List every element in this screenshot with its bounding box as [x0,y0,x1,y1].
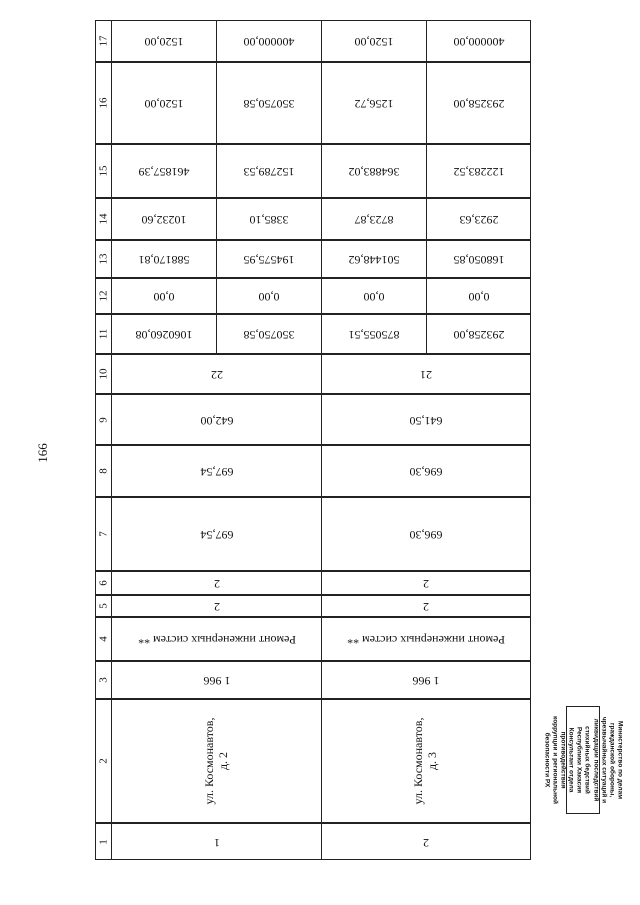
row-1-c9 [111,394,322,445]
row-1-c15-b [216,144,322,198]
row-2-c12-b [426,278,531,314]
row-2-c14-a-text: 8723,87 [354,212,394,227]
row-1-c9-text: 642,00 [200,413,233,428]
row-1-c11-a [111,314,217,354]
row-1-build-year [111,661,322,699]
row-1-c12-b-text: 0,00 [258,289,280,304]
row-1-address [111,699,322,823]
column-header-13 [95,240,112,278]
column-header-10 [95,354,112,394]
row-1-c16-b-text: 350750,58 [243,96,295,111]
row-2-c7-text: 696,30 [409,527,443,542]
column-header-10-text: 10 [97,368,110,380]
row-1-c5-text: 2 [213,599,220,614]
row-1-c8 [111,445,322,497]
row-1-c11-b-text: 350750,58 [243,327,295,342]
row-1-c17-a [111,20,217,62]
row-1-c8-text: 697,54 [200,464,233,479]
row-2-c12-a-text: 0,00 [363,289,385,304]
row-1-c14-b [216,198,322,240]
column-header-13-text: 13 [97,253,110,265]
row-1-c14-a-text: 10232,60 [141,212,187,227]
row-2-c13-b-text: 168050,85 [453,252,504,267]
column-header-6-text: 6 [97,580,110,586]
row-2-c14-a [321,198,427,240]
row-2-c17-a-text: 1520,00 [354,34,394,49]
column-header-3-text: 3 [97,677,110,683]
row-2-c15-b-text: 122283,52 [453,164,504,179]
column-header-8-text: 8 [97,468,110,474]
column-header-6 [95,571,112,595]
row-2-c17-a [321,20,427,62]
column-header-5-text: 5 [97,603,110,609]
row-2-c10-text: 21 [420,367,432,382]
row-2-c11-b [426,314,531,354]
row-1-c17-b-text: 400000,00 [243,34,295,49]
row-2-c5 [321,595,531,617]
column-header-11-text: 11 [97,328,110,340]
row-1-work-type [111,617,322,661]
row-1-address-text: ул. Космонавтов, д. 2 [201,717,230,805]
row-2-c7 [321,497,531,571]
column-header-8 [95,445,112,497]
row-2-build-year [321,661,531,699]
row-1-c12-a-text: 0,00 [153,289,175,304]
row-2-c12-b-text: 0,00 [468,289,489,304]
row-2-work-type [321,617,531,661]
row-2-c11-a-text: 875055,51 [348,327,400,342]
column-header-12 [95,278,112,314]
row-2-c16-b [426,62,531,144]
row-2-c16-a [321,62,427,144]
column-header-17-text: 17 [97,35,110,47]
row-1-work-type-text: Ремонт инженерных систем ** [137,632,296,647]
row-2-c8 [321,445,531,497]
row-2-c6-text: 2 [423,576,429,591]
column-header-4 [95,617,112,661]
column-header-11 [95,314,112,354]
row-1-c15-b-text: 152789,53 [243,164,295,179]
row-1-c11-a-text: 1060260,08 [135,327,193,342]
stamp-text: Министерство по делам гражданской обороны, чрезвычайных ситуаций и ликвидации последствий стихийных бедствий Республики Хакасия Консультант отдела противодействия коррупции и региональной безопасности РХ [543,716,624,804]
column-header-12-text: 12 [97,290,110,302]
row-2-address [321,699,531,823]
column-header-1 [95,823,112,860]
row-2-number [321,823,531,860]
column-header-16-text: 16 [97,97,110,109]
column-header-14-text: 14 [97,213,110,225]
column-header-16 [95,62,112,144]
column-header-14 [95,198,112,240]
row-2-c9-text: 641,50 [409,413,443,428]
row-1-c12-b [216,278,322,314]
row-1-c14-a [111,198,217,240]
row-2-work-type-text: Ремонт инженерных систем ** [347,632,505,647]
column-header-2 [95,699,112,823]
row-1-c15-a-text: 461857,39 [138,164,190,179]
row-2-address-text: ул. Космонавтов, д. 3 [411,717,439,805]
row-2-c15-b [426,144,531,198]
row-2-c15-a [321,144,427,198]
row-2-c11-a [321,314,427,354]
row-1-build-year-text: 1 966 [203,673,230,688]
row-1-c14-b-text: 3385,10 [249,212,289,227]
row-1-c11-b [216,314,322,354]
row-1-c6-text: 2 [213,576,220,591]
row-2-c17-b-text: 400000,00 [453,34,504,49]
row-1-c13-a [111,240,217,278]
row-1-c13-b [216,240,322,278]
row-1-c7 [111,497,322,571]
row-2-c14-b [426,198,531,240]
row-2-c17-b [426,20,531,62]
row-2-c13-a [321,240,427,278]
row-2-c12-a [321,278,427,314]
row-1-c7-text: 697,54 [200,527,233,542]
row-1-c10-text: 22 [210,367,223,382]
row-1-c17-b [216,20,322,62]
column-header-9-text: 9 [97,416,110,423]
row-2-c10 [321,354,531,394]
row-1-c15-a [111,144,217,198]
row-2-c15-a-text: 364883,02 [348,164,400,179]
row-2-c13-a-text: 501448,62 [348,252,400,267]
row-1-c5 [111,595,322,617]
row-1-c17-a-text: 1520,00 [144,34,184,49]
column-header-15 [95,144,112,198]
row-1-c10 [111,354,322,394]
row-1-c16-b [216,62,322,144]
column-header-5 [95,595,112,617]
rotated-data-table [95,20,531,860]
column-header-7-text: 7 [97,531,110,537]
row-1-c6 [111,571,322,595]
column-header-3 [95,661,112,699]
row-2-number-text: 2 [423,835,429,850]
column-header-2-text: 2 [97,758,110,764]
row-2-c16-a-text: 1256,72 [354,96,394,111]
page-number: 166 [35,443,50,463]
row-1-c13-a-text: 588170,81 [138,252,190,267]
row-2-c13-b [426,240,531,278]
column-header-7 [95,497,112,571]
row-2-build-year-text: 1 966 [412,673,440,688]
column-header-9 [95,394,112,445]
row-1-c16-a-text: 1520,00 [144,96,184,111]
row-2-c6 [321,571,531,595]
row-1-c16-a [111,62,217,144]
column-header-17 [95,20,112,62]
column-header-15-text: 15 [97,165,110,177]
row-2-c16-b-text: 293258,00 [453,96,504,111]
row-2-c14-b-text: 2923,63 [459,212,498,227]
row-1-c13-b-text: 194575,95 [243,252,295,267]
row-1-number [111,823,322,860]
registration-stamp [543,706,624,814]
row-2-c5-text: 2 [423,599,429,614]
row-2-c11-b-text: 293258,00 [453,327,504,342]
row-1-c12-a [111,278,217,314]
row-1-number-text: 1 [213,835,220,850]
column-header-4-text: 4 [97,636,110,642]
row-2-c8-text: 696,30 [409,464,443,479]
column-header-1-text: 1 [97,838,110,845]
row-2-c9 [321,394,531,445]
